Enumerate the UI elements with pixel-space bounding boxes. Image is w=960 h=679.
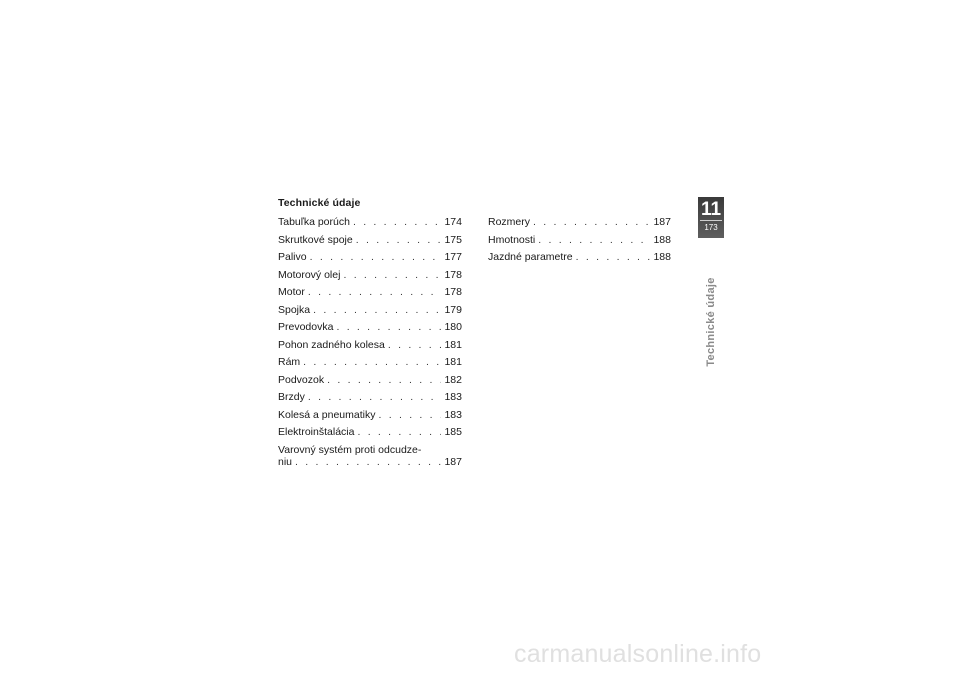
page-number: 173 — [704, 223, 718, 232]
toc-entry-page: 181 — [444, 356, 462, 368]
dot-leader — [533, 217, 650, 227]
toc-entry-label: Brzdy — [278, 391, 305, 403]
toc-entry-label: Skrutkové spoje — [278, 233, 353, 246]
dot-leader — [295, 457, 441, 467]
toc-entry[interactable] — [488, 235, 671, 253]
dot-leader — [313, 305, 441, 315]
toc-entry-page: 187 — [444, 455, 462, 468]
toc-entry[interactable] — [278, 340, 462, 358]
dot-leader — [388, 340, 441, 350]
toc-right-column — [488, 217, 671, 270]
dot-leader — [303, 357, 441, 367]
toc-left-column — [278, 217, 462, 467]
toc-entry[interactable] — [278, 410, 462, 428]
toc-entry-page: 187 — [653, 216, 671, 228]
toc-entry-page: 181 — [444, 338, 462, 351]
toc-entry-page: 179 — [444, 303, 462, 316]
chapter-divider — [700, 220, 722, 221]
toc-entry[interactable] — [278, 427, 462, 445]
dot-leader — [327, 375, 441, 385]
dot-leader — [378, 410, 441, 420]
toc-entry[interactable] — [278, 357, 462, 375]
toc-entry[interactable] — [278, 287, 462, 305]
dot-leader — [308, 392, 441, 402]
toc-entry-label: Podvozok — [278, 373, 325, 386]
toc-entry-label: Motor — [278, 286, 305, 298]
toc-entry-label-line1: Varovný systém proti odcudze- — [278, 443, 422, 456]
toc-entry-page: 188 — [653, 233, 671, 246]
toc-entry-page: 183 — [444, 408, 462, 421]
toc-entry[interactable] — [278, 305, 462, 323]
chapter-side-title: Technické údaje — [705, 277, 717, 367]
toc-entry-page: 188 — [653, 251, 671, 263]
toc-entry[interactable] — [488, 217, 671, 235]
dot-leader — [336, 322, 441, 332]
toc-entry-page: 178 — [444, 286, 462, 298]
toc-entry-page: 174 — [444, 216, 462, 228]
toc-entry-label: Palivo — [278, 251, 307, 263]
chapter-tab — [698, 197, 724, 238]
toc-entry-label: Rozmery — [488, 216, 531, 228]
chapter-number: 11 — [700, 199, 722, 220]
toc-entry[interactable] — [488, 252, 671, 270]
toc-entry[interactable] — [278, 375, 462, 393]
toc-entry-page: 175 — [444, 233, 462, 246]
toc-entry-page: 182 — [444, 373, 462, 386]
toc-entry-label: Jazdné parametre — [488, 251, 573, 263]
toc-entry[interactable] — [278, 252, 462, 270]
toc-entry-label: Prevodovka — [278, 321, 334, 333]
watermark: carmanualsonline.info — [514, 640, 762, 668]
toc-entry[interactable] — [278, 392, 462, 410]
toc-entry-label-line2: niu — [278, 455, 293, 468]
toc-entry-label: Pohon zadného kolesa — [278, 338, 385, 351]
toc-entry-page: 180 — [444, 321, 462, 333]
toc-entry-page: 177 — [444, 251, 462, 263]
toc-entry-page: 185 — [444, 426, 462, 438]
toc-entry-page: 183 — [444, 391, 462, 403]
toc-entry-label: Tabuľka porúch — [278, 216, 350, 228]
dot-leader — [356, 235, 441, 245]
section-title: Technické údaje — [278, 197, 361, 209]
toc-entry[interactable] — [278, 322, 462, 340]
toc-entry-label: Motorový olej — [278, 268, 341, 281]
toc-entry-label: Spojka — [278, 303, 311, 316]
toc-entry[interactable] — [278, 235, 462, 253]
dot-leader — [353, 217, 441, 227]
dot-leader — [576, 252, 650, 262]
toc-entry[interactable] — [278, 217, 462, 235]
dot-leader — [310, 252, 441, 262]
toc-entry-label: Elektroinštalácia — [278, 426, 355, 438]
toc-entry-label: Kolesá a pneumatiky — [278, 408, 376, 421]
dot-leader — [357, 427, 441, 437]
dot-leader — [343, 270, 441, 280]
toc-entry-label: Rám — [278, 356, 301, 368]
dot-leader — [538, 235, 650, 245]
toc-entry-page: 178 — [444, 268, 462, 281]
toc-entry[interactable] — [278, 270, 462, 288]
toc-entry[interactable] — [278, 445, 462, 467]
toc-entry-label: Hmotnosti — [488, 233, 536, 246]
dot-leader — [308, 287, 441, 297]
